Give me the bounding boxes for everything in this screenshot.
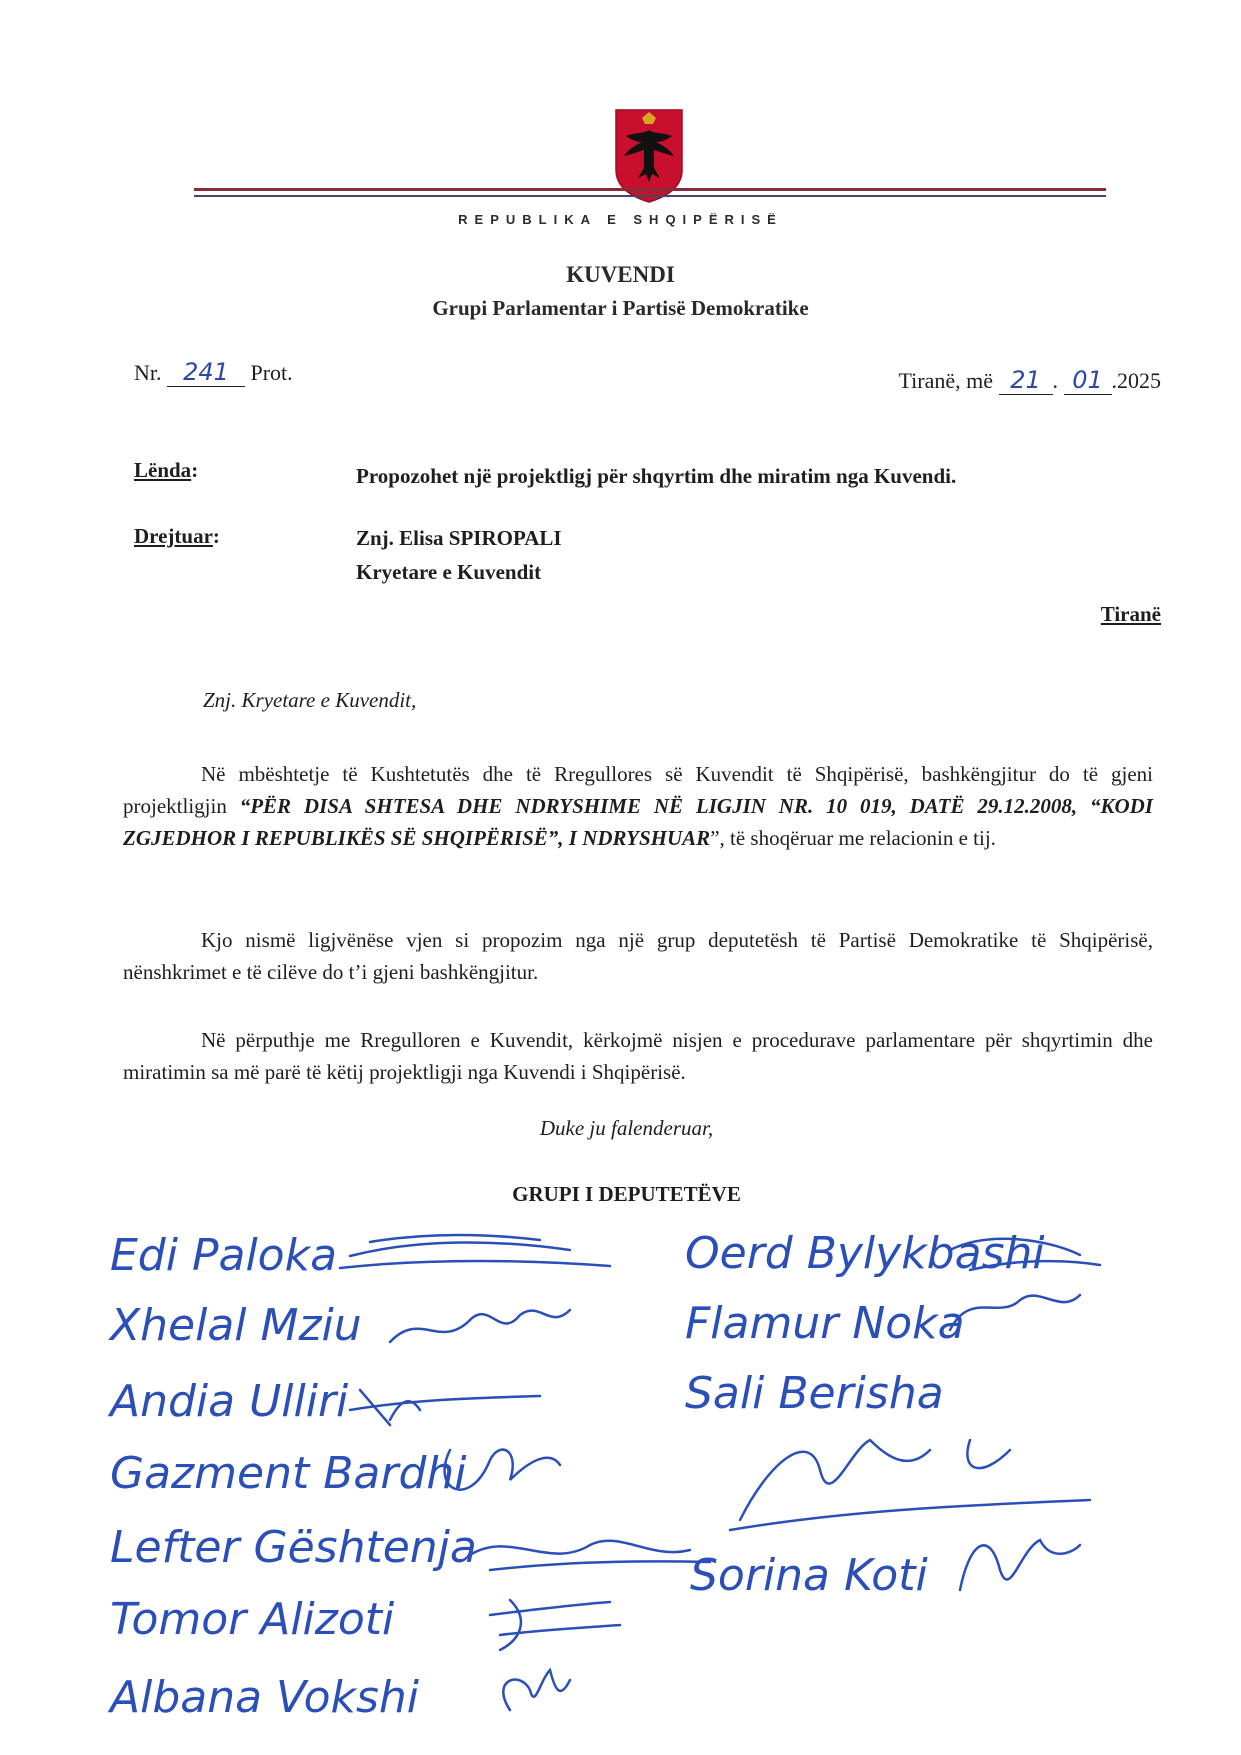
signature-right-3: Sali Berisha [685,1368,944,1419]
subject-label: Lënda [134,458,192,482]
signature-stroke [730,1440,1090,1530]
date-month-field [1064,366,1112,395]
addressee-city: Tiranë [1100,602,1161,626]
institution-name: KUVENDI [566,262,675,287]
closing-phrase: Duke ju falenderuar, [539,1116,714,1140]
protocol-number-field [167,358,245,387]
protocol-number: 241 [183,358,229,386]
signature-left-7: Albana Vokshi [110,1672,420,1723]
subject-label-line: Lënda: [134,458,199,482]
signature-stroke [950,1295,1080,1330]
protocol-suffix: Prot. [250,360,293,385]
signature-left-4: Gazment Bardhi [110,1448,467,1499]
date-line: Tiranë, më 21 . 01 .2025 [898,366,1161,394]
signatures-area [90,1210,1200,1730]
date-day-field [999,366,1053,395]
signature-stroke [503,1670,570,1710]
signatures-title: GRUPI I DEPUTETËVE [512,1182,741,1206]
date-month: 01 [1072,366,1103,394]
salutation: Znj. Kryetare e Kuvendit, [203,688,417,712]
law-title: “PËR DISA SHTESA DHE NDRYSHIME NË LIGJIN NR. 10 019, DATË 29.12.2008, “KODI ZGJEDHOR I REPUBLIKËS SË SHQIPËRISË”, I NDRYSHUAR [123,794,1153,850]
addressee-label-line: Drejtuar: [134,524,220,548]
signature-left-6: Tomor Alizoti [110,1594,395,1645]
country-name: REPUBLIKA E SHQIPËRISË [458,212,783,227]
header-rule-red [194,188,1106,191]
signature-stroke [390,1310,570,1342]
body-paragraph-2: Kjo nismë ligjvënëse vjen si propozim nga një grup deputetësh të Partisë Demokratike të Shqipërisë, nënshkrimet e të cilëve do t’i gjeni bashkëngjitur. [123,928,1153,984]
signature-left-5: Lefter Gështenja [110,1522,477,1573]
signature-right-4: Sorina Koti [690,1550,928,1601]
signature-right-1: Oerd Bylykbashi [685,1228,1045,1279]
subject-text: Propozohet një projektligj për shqyrtim dhe miratim nga Kuvendi. [356,464,957,488]
signature-left-1: Edi Paloka [110,1230,338,1281]
body-paragraph-1: Në mbështetje të Kushtetutës dhe të Rregullores së Kuvendit të Shqipërisë, bashkëngjitur do të gjeni projektligjin “PËR DISA SHTESA DHE NDRYSHIME NË LIGJIN NR. 10 019, DATË 29.12.2008, “KODI ZGJEDHOR I REPUBLIKËS SË SHQIPËRISË”, I NDRYSHUAR”, të shoqëruar me relacionin e tij. [123,762,1153,850]
date-day: 21 [1010,366,1041,394]
signature-left-2: Xhelal Mziu [110,1300,362,1351]
addressee-name: Znj. Elisa SPIROPALI [356,526,562,550]
protocol-line [134,358,293,387]
parliamentary-group: Grupi Parlamentar i Partisë Demokratike [432,296,809,320]
signature-stroke [340,1235,610,1268]
signature-stroke [470,1541,710,1570]
date-prefix: Tiranë, më [898,368,993,393]
addressee-title: Kryetare e Kuvendit [356,560,542,584]
body-paragraph-3: Në përputhje me Rregulloren e Kuvendit, kërkojmë nisjen e procedurave parlamentare për shqyrtimin dhe miratimin sa më parë të këtij projektligji nga Kuvendi i Shqipërisë. [123,1028,1153,1084]
signature-right-2: Flamur Noka [685,1298,965,1349]
signature-stroke [960,1540,1080,1590]
addressee-label: Drejtuar [134,524,213,548]
signature-left-3: Andia Ulliri [110,1376,349,1427]
date-year: .2025 [1111,368,1161,393]
signature-stroke [350,1390,540,1425]
signature-stroke [490,1600,620,1650]
header-rule-blue [194,195,1106,197]
protocol-prefix: Nr. [134,360,162,385]
